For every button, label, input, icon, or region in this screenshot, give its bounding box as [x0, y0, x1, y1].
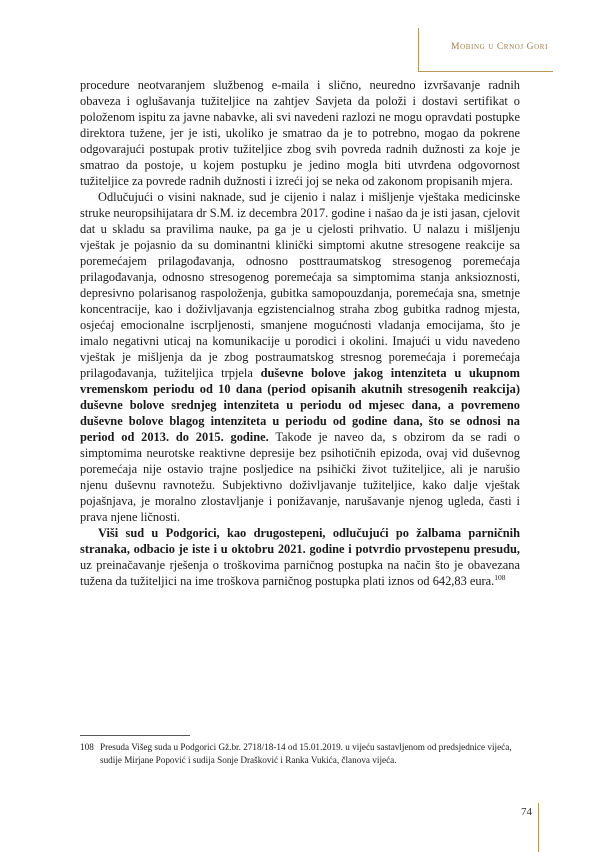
header-vertical-rule	[418, 28, 419, 72]
paragraph-3	[80, 525, 520, 589]
footnote-rule	[80, 735, 190, 736]
page-number: 74	[521, 806, 532, 818]
paragraph-2-text-a: Odlučujući o visini naknade, sud je cijenio i nalaz i mišljenje vještaka medicinske struke neuropsihijatara dr S.M. iz decembra 2017. godine i našao da je isti jasan, cjelovit dat u skladu sa pravilima nauke, pa ga je u cjelosti prihvatio. U nalazu i mišljenju vještak je pojasnio da su dominantni klinički simptomi akutne stresogene reakcije sa poremećajem prilagođavanja, odnosno posttraumatskog stresogenog poremećaja prilagođavanja, odnosno stresogenog poremećaja sa simptomima stanja anksioznosti, depresivno polarisanog raspoloženja, gubitka samopouzdanja, poremećaja sna, smetnje koncentracije, kao i doživljavanja egzistencialnog straha zbog gubitka radnog mjesta, osjećaj emocionalne iscrpljenosti, smanjene mogućnosti vladanja emocijama, što je imalo negativni uticaj na komunikacije u porodici i okolini. Imajući u vidu navedeno vještak je mišljenja da je zbog postraumatskog stresnog poremećaja i poremećaja prilagođavanja, tužiteljica trpjela	[80, 190, 520, 380]
footer-vertical-rule	[538, 803, 539, 852]
footnote-number: 108	[80, 742, 94, 752]
running-title: Mobing u Crnoj Gori	[451, 42, 548, 52]
footnote-text: Presuda Višeg suda u Podgorici Gž.br. 2718/18-14 od 15.01.2019. u vijeću sastavljenom od predsjednice vijeća, sudije Mirjane Popović i sudija Sonje Drašković i Ranka Vukića, članova vijeća.	[100, 742, 512, 765]
paragraph-3-bold: Viši sud u Podgorici, kao drugostepeni, odlučujući po žalbama parničnih stranaka, odbacio je iste i u oktobru 2021. godine i potvrdio prvostepenu presudu,	[80, 526, 520, 556]
paragraph-2	[80, 189, 520, 525]
header-horizontal-rule	[418, 71, 553, 72]
paragraph-3-text: uz preinačavanje rješenja o troškovima parničnog postupka na način što je obavezana tužena da tužiteljici na ime troškova parničnog postupka plati iznos od 642,83 eura.	[80, 558, 520, 588]
footnote-reference[interactable]: 108	[494, 572, 506, 582]
footnote	[80, 741, 520, 767]
paragraph-2-bold: duševne bolove jakog intenziteta u ukupnom vremenskom periodu od 10 dana (period opisanih akutnih stresogenih reakcija) duševne bolove srednjeg intenziteta u periodu od mjesec dana, a povremeno duševne bolove blagog intenziteta u periodu od godine dana, što se odnosi na period od 2013. do 2015. godine.	[80, 366, 520, 444]
body-text	[80, 77, 520, 589]
paragraph-1: procedure neotvaranjem službenog e-maila i slično, neuredno izvršavanje radnih obaveza i oglušavanja tužiteljice na zahtjev Savjeta da položi i dostavi sertifikat o položenom ispitu za javne nabavke, ali svi navedeni razlozi ne mogu opravdati postupke direktora tužene, jer je isti, ukoliko je smatrao da je to potrebno, mogao da pokrene odgovarajući postupak protiv tužiteljice zbog svih povreda radnih dužnosti za koje je smatrao da postoje, u kojem postupku je jedino mogla biti utvrđena odgovornost tužiteljice za povrede radnih dužnosti i izreći joj se neka od zakonom propisanih mjera.	[80, 78, 520, 188]
paragraph-2-text-c: Takođe je naveo da, s obzirom da se radi o simptomima neurotske reaktivne depresije bez psihotičnih epizoda, ovaj vid duševnog poremećaja nije ostavio trajne posljedice na psihički život tužiteljice, ali je narušio njenu duševnu ravnotežu. Subjektivno doživljavanje tužiteljice, kako dalje vještak pojašnjava, je moralno zlostavljanje i ponižavanje, narušavanje njenog ugleda, časti i prava njene ličnosti.	[80, 430, 520, 524]
